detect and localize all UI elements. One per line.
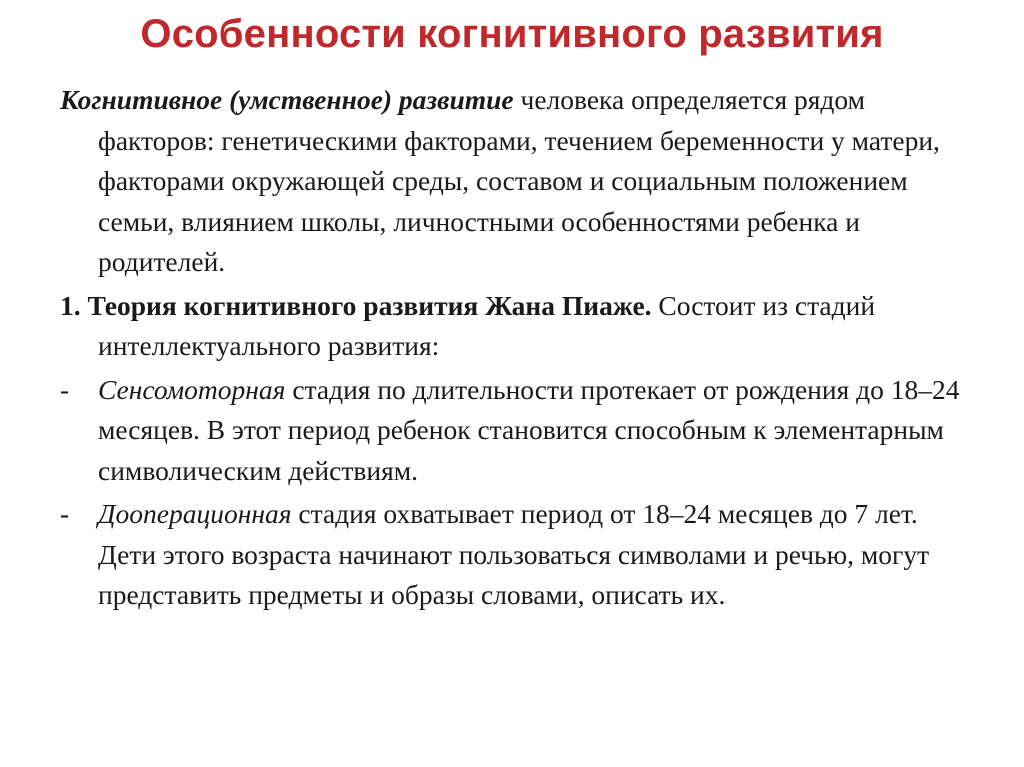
stage-item-sensorimotor [60,370,980,492]
dash-marker: - [60,373,70,405]
stage-name: Сенсомоторная [98,373,286,405]
theory-text: Состоит из стадий интеллектуального развития: [98,289,876,361]
slide-title: Особенности когнитивного развития [140,12,884,56]
intro-term: Когнитивное (умственное) развитие [60,84,514,115]
dash-marker: - [60,498,70,529]
stage-item-preoperational [60,494,980,616]
stage-text: стадия по длительности протекает от рождения до 18–24 месяцев. В этот период ребенок становится способным к элементарным символическим действиям. [98,373,960,486]
theory-paragraph [60,286,980,367]
intro-paragraph [60,80,980,283]
theory-heading: 1. Теория когнитивного развития Жана Пиаже. [60,289,652,321]
stage-name: Дооперационная [98,498,292,529]
intro-text: человека определяется рядом факторов: генетическими факторами, течением беременности у матери, факторами окружающей среды, составом и социальным положением семьи, влиянием школы, личностными особенностями ребенка и родителей. [98,84,940,277]
slide-body [60,80,980,619]
stage-text: стадия охватывает период от 18–24 месяцев до 7 лет. Дети этого возраста начинают пользоваться символами и речью, могут представить предметы и образы словами, описать их. [98,498,930,610]
